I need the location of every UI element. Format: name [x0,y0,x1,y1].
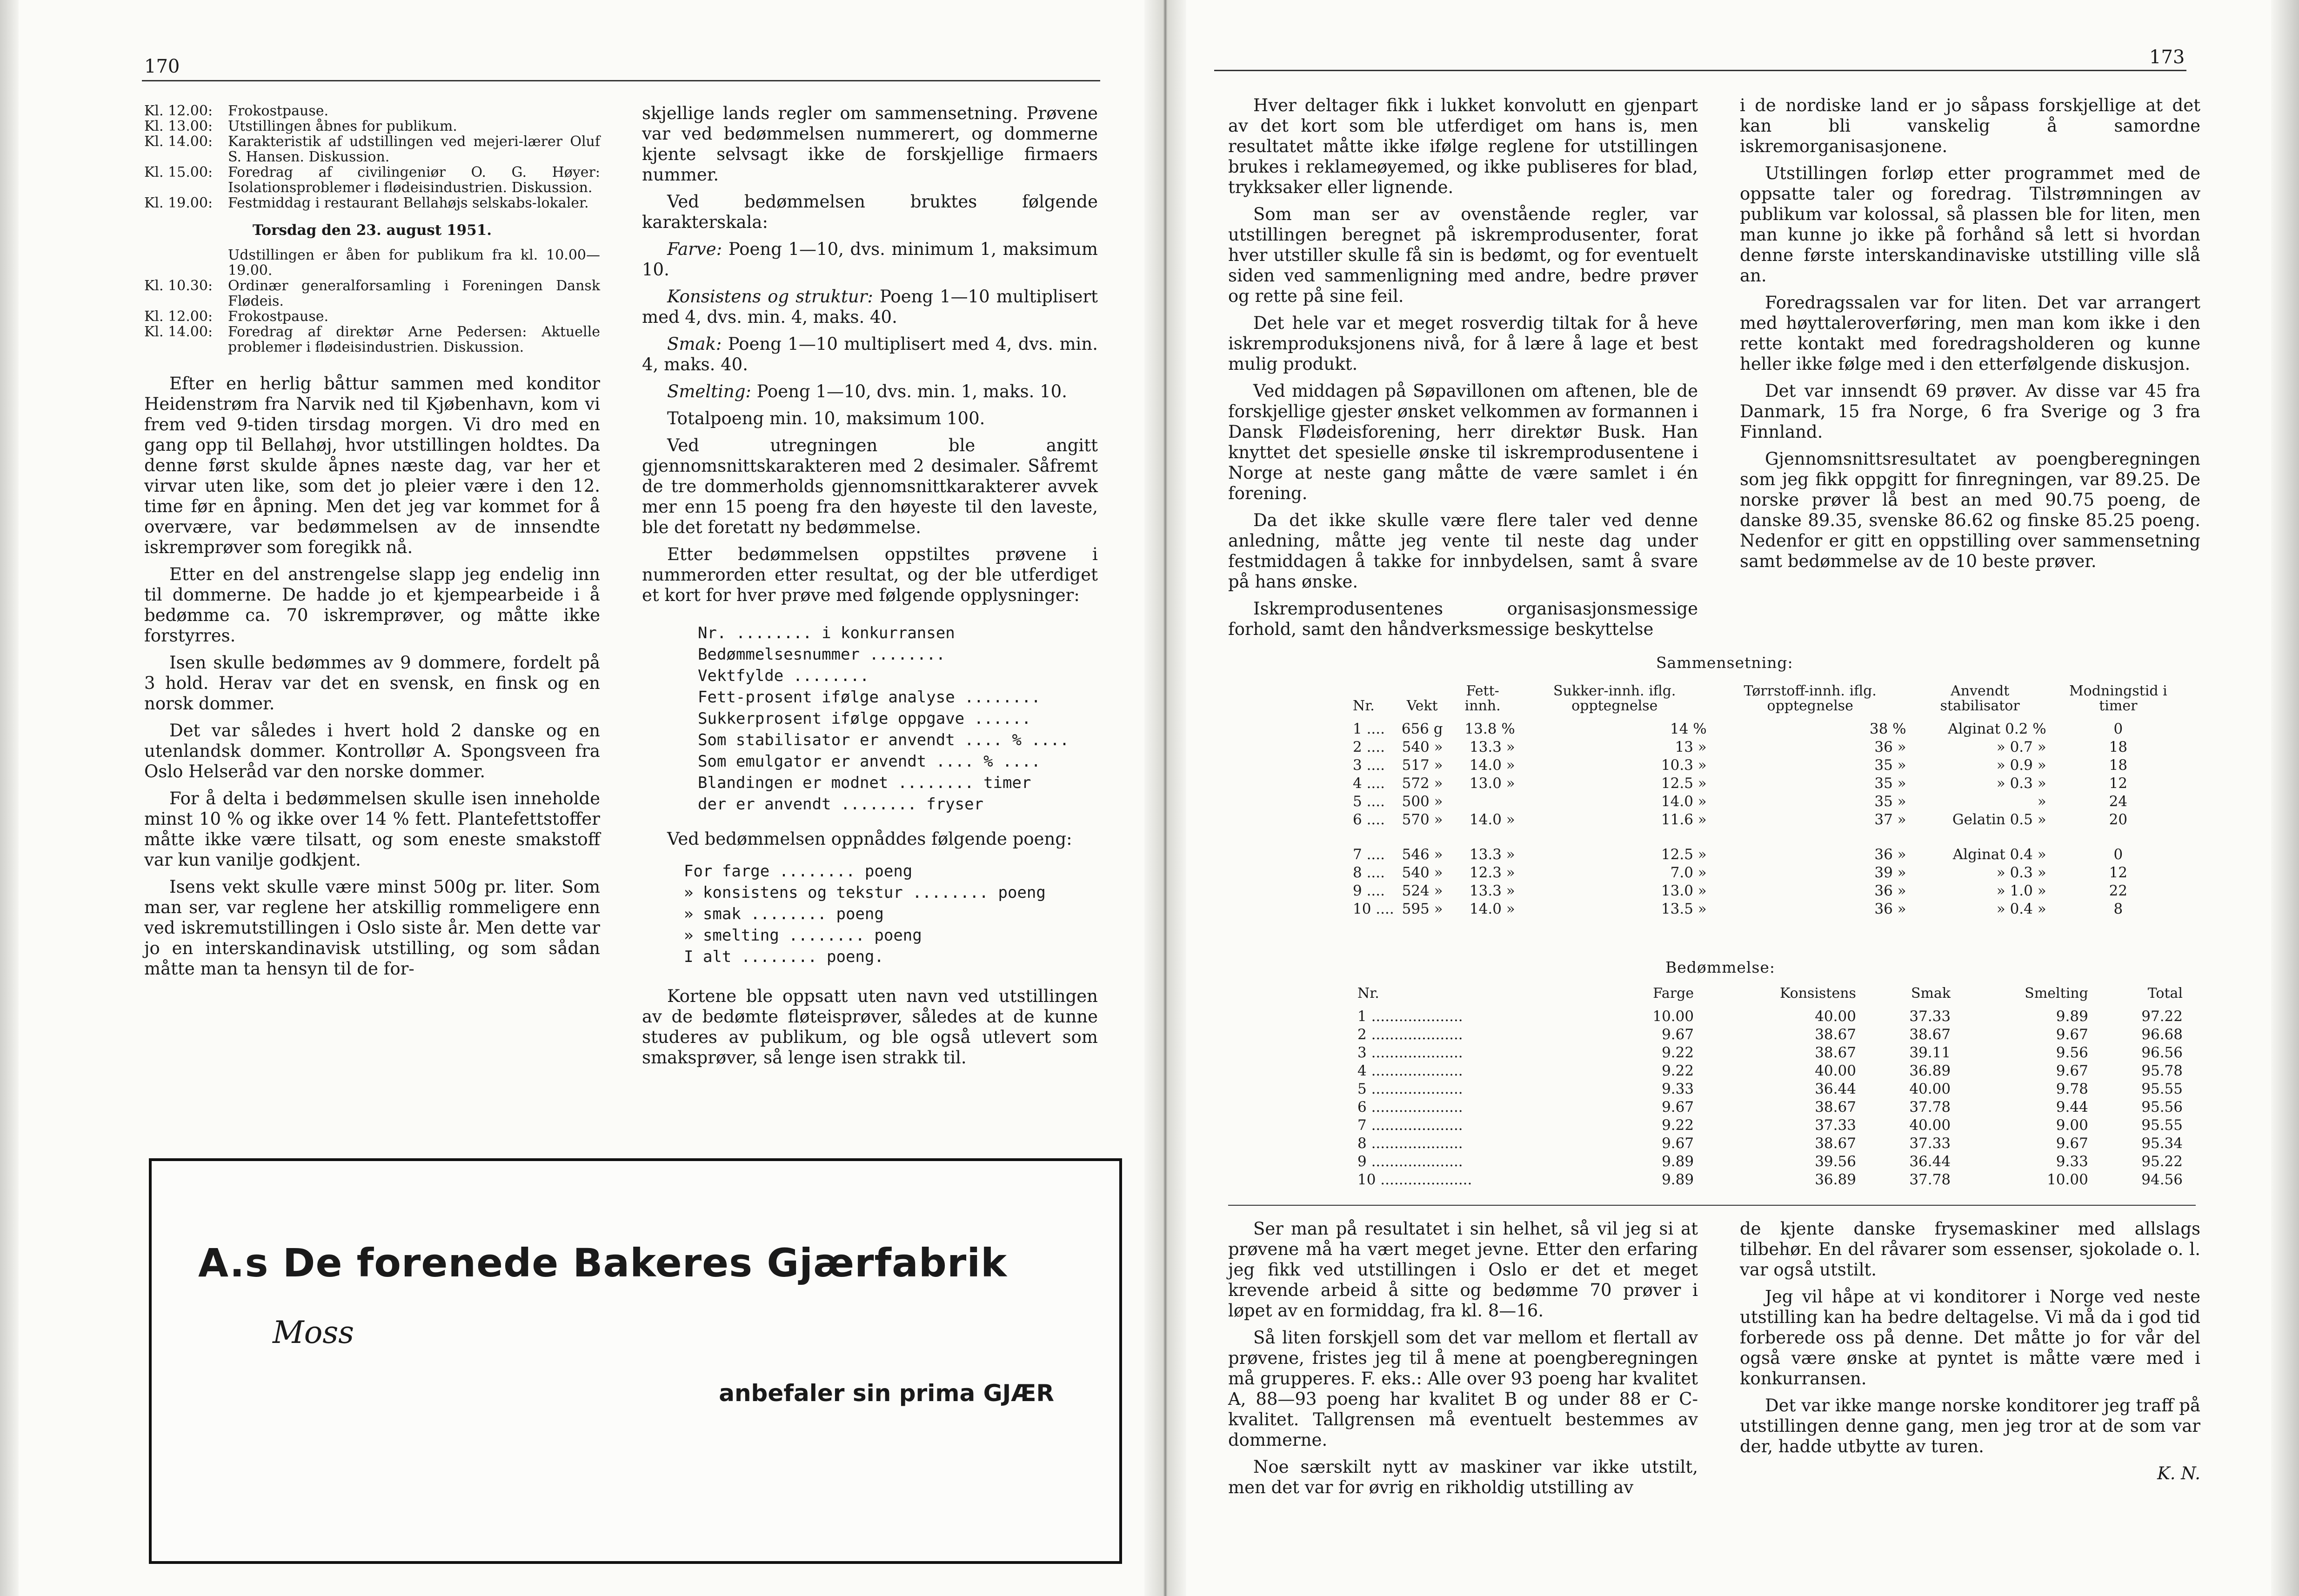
table-cell-total: 94.56 [2141,1171,2183,1188]
table-cell-total: 96.68 [2141,1026,2183,1043]
table-cell-mod: 0 [2113,846,2123,863]
judging-table [1354,986,2186,1189]
program-time: Kl. 12.00: [144,308,213,325]
table-cell-total: 97.22 [2141,1008,2183,1025]
table-cell-nr: 9 .................... [1357,1153,1463,1170]
table-cell-mod: 24 [2109,793,2128,810]
scale-text: Poeng 1—10 multiplisert med 4, dvs. min. 4, maks. 40. [642,334,1098,374]
paragraph: de kjente danske frysemaskiner med allslags tilbehør. En del råvarer som essenser, sjokolade o. l. var også utstilt. [1740,1219,2200,1280]
program-text: Frokostpause. [228,103,329,119]
table-cell-sukker: 13.0 » [1661,882,1707,899]
header-rule-right [1214,70,2186,71]
program-entry [144,324,600,355]
table-cell-farge: 9.22 [1662,1117,1694,1134]
advertisement-box [149,1158,1122,1564]
table-cell-mod: 8 [2113,901,2123,917]
paragraph: Isens vekt skulle være minst 500g pr. liter. Som man ser, var reglene her atskillig rommeligere enn ved iskremutstillingen i Oslo siste år. Men dette var jo en interskandinavisk utstilling, og som sådan måtte man ta hensyn til de for- [144,877,600,979]
table-cell-torr: 37 » [1874,811,1906,828]
scale-label: Smelting: [667,381,751,401]
table-row [1354,1008,2186,1026]
table-row [1354,1153,2186,1171]
table-cell-nr: 3 .................... [1357,1044,1463,1061]
table-row [1349,756,2186,775]
page-number-right: 173 [2149,47,2185,68]
ad-city: Moss [273,1315,354,1350]
program-entry [144,119,600,134]
judging-caption: Bedømmelse: [1665,958,1776,976]
ad-slogan: anbefaler sin prima GJÆR [719,1380,1054,1407]
table-cell-farge: 9.67 [1662,1135,1694,1152]
table-cell-total: 95.55 [2141,1117,2183,1134]
table-row [1354,1026,2186,1044]
table-cell-nr: 1 .................... [1357,1008,1463,1025]
table-cell-sukker: 12.5 » [1661,846,1707,863]
paragraph: Foredragssalen var for liten. Det var arrangert med høyttaleroverføring, men man kom ikke i den rette kontakt med foredragsholderen og kunne heller ikke følge med i den etterfølgende diskusjon. [1740,293,2200,374]
table-cell-torr: 35 » [1874,793,1906,810]
table-header-row [1349,684,2186,720]
right-bottom-column-2 [1740,1219,2200,1484]
paragraph: Hver deltager fikk i lukket konvolutt en gjenpart av det kort som ble utferdiget om hans is, men resultatet måtte ikke ifølge reglene for utstillingen brukes i reklameøyemed, og ikke publiseres for blad, trykksaker eller lignende. [1228,95,1698,197]
table-cell-nr: 10 .... [1353,901,1394,917]
score-card-template [698,622,1098,815]
program-text: Karakteristik af udstillingen ved mejeri-lærer Oluf S. Hansen. Diskussion. [228,134,600,165]
table-cell-sukker: 14 % [1670,721,1707,737]
table-cell-kons: 38.67 [1815,1135,1856,1152]
paragraph: i de nordiske land er jo såpass forskjellige at det kan bli vanskelig å samordne iskremorganisasjonene. [1740,95,2200,156]
column-header: Tørrstoff-innh. iflg. opptegnelse [1744,683,1877,714]
program-time: Kl. 14.00: [144,134,213,150]
table-cell-vekt: 500 » [1402,793,1443,810]
table-cell-total: 95.78 [2141,1062,2183,1079]
scale-entry [642,334,1098,375]
table-cell-smelt: 9.67 [2056,1135,2088,1152]
table-cell-kons: 39.56 [1815,1153,1856,1170]
table-cell-smelt: 10.00 [2047,1171,2088,1188]
paragraph: Gjennomsnittsresultatet av poengberegningen som jeg fikk oppgitt for finregningen, var 89.25. De norske prøver lå best an med 90.75 poeng, de danske 89.35, svenske 86.62 og finske 85.25 poeng. Nedenfor er gitt en oppstilling over sammensetning samt bedømmelse av de 10 beste prøver. [1740,449,2200,571]
table-cell-fett: 14.0 » [1469,811,1515,828]
table-cell-smak: 37.33 [1909,1135,1951,1152]
table-row [1349,775,2186,793]
book-gutter [1144,0,1186,1596]
table-bottom-rule [1228,1205,2196,1206]
table-cell-smak: 39.11 [1909,1044,1951,1061]
table-cell-sukker: 10.3 » [1661,757,1707,774]
table-cell-farge: 9.22 [1662,1062,1694,1079]
article-body-left-1 [144,374,600,979]
table-cell-smelt: 9.33 [2056,1153,2088,1170]
points-line: » smak ........ poeng [684,905,884,923]
paragraph: Så liten forskjell som det var mellom et flertall av prøvene, fristes jeg til å mene at poengberegningen må grupperes. F. eks.: Alle over 93 poeng har kvalitet A, 88—93 poeng har kvalitet B og under 88 er C-kvalitet. Tallgrensen må eventuelt bestemmes av dommerne. [1228,1328,1698,1450]
column-header: Nr. [1357,985,1379,1002]
paragraph: Som man ser av ovenstående regler, var utstillingen beregnet på iskremprodusenter, forat hver utstiller skulle få sin is bedømt, og for eventuelt siden ved sammenligning med andre, bedre prøver og rette på sine feil. [1228,204,1698,306]
paragraph: Etter en del anstrengelse slapp jeg endelig inn til dommerne. De hadde jo et kjempearbeide i å bedømme ca. 70 iskremprøver, og måtte ikke forstyrres. [144,564,600,646]
table-cell-nr: 4 .... [1353,775,1385,792]
table-cell-nr: 7 .... [1353,846,1385,863]
program-entry [144,278,600,309]
paragraph: Det var innsendt 69 prøver. Av disse var 45 fra Danmark, 15 fra Norge, 6 fra Sverige og 3 fra Finnland. [1740,381,2200,442]
table-row [1354,1135,2186,1153]
table-cell-fett: 13.3 » [1469,846,1515,863]
table-cell-nr: 8 .................... [1357,1135,1463,1152]
card-line: Som emulgator er anvendt .... % .... [698,752,1041,771]
card-line: Sukkerprosent ifølge oppgave ...... [698,709,1031,728]
table-cell-sukker: 11.6 » [1661,811,1707,828]
table-row [1354,1098,2186,1116]
table-cell-torr: 36 » [1874,739,1906,755]
card-line: Som stabilisator er anvendt .... % .... [698,731,1069,749]
points-line: For farge ........ poeng [684,862,913,881]
composition-caption: Sammensetning: [1656,654,1793,672]
card-line: Blandingen er modnet ........ timer [698,774,1031,792]
table-cell-fett [1447,793,1519,811]
table-cell-vekt: 572 » [1402,775,1443,792]
table-cell-stab: » 0.4 » [1996,901,2046,917]
table-cell-farge: 9.33 [1662,1081,1694,1097]
table-cell-nr: 2 .... [1353,739,1385,755]
table-row [1349,811,2186,829]
table-cell-stab: » 0.3 » [1996,775,2046,792]
table-cell-nr: 6 .................... [1357,1099,1463,1115]
table-cell-nr: 7 .................... [1357,1117,1463,1134]
table-cell-smak: 37.78 [1909,1099,1951,1115]
program-text: Foredrag af civilingeniør O. G. Høyer: Isolationsproblemer i flødeisindustrien. Diskussion. [228,164,600,196]
table-row [1354,1080,2186,1098]
table-cell-farge: 9.89 [1662,1153,1694,1170]
table-cell-total: 96.56 [2141,1044,2183,1061]
day-heading: Torsdag den 23. august 1951. [252,222,492,239]
table-cell-vekt: 524 » [1402,882,1443,899]
table-cell-kons: 38.67 [1815,1026,1856,1043]
column-header: Total [2147,985,2183,1002]
table-cell-smak: 36.89 [1909,1062,1951,1079]
table-cell-nr: 10 .................... [1357,1171,1472,1188]
paragraph: Noe særskilt nytt av maskiner var ikke utstilt, men det var for øvrig en rikholdig utstilling av [1228,1457,1698,1497]
table-cell-vekt: 540 » [1402,864,1443,881]
program-entry [144,165,600,195]
table-cell-stab: » 0.9 » [1996,757,2046,774]
table-cell-sukker: 13.5 » [1661,901,1707,917]
program-text: Festmiddag i restaurant Bellahøjs selskabs-lokaler. [228,195,589,211]
table-cell-fett: 13.0 » [1469,775,1515,792]
column-header: Fett-innh. [1464,683,1501,714]
program-time: Kl. 12.00: [144,103,213,119]
table-cell-vekt: 546 » [1402,846,1443,863]
program-entry [144,134,600,165]
table-cell-fett: 14.0 » [1469,757,1515,774]
column-header: Smelting [2025,985,2088,1002]
column-header: Nr. [1353,698,1375,714]
points-intro: Ved bedømmelsen oppnåddes følgende poeng: [667,829,1072,849]
table-cell-fett: 14.0 » [1469,901,1515,917]
table-cell-farge: 10.00 [1652,1008,1694,1025]
table-cell-farge: 9.67 [1662,1099,1694,1115]
ad-company-name: A.s De forenede Bakeres Gjærfabrik [198,1240,1007,1286]
left-page-column-2 [642,103,1098,1075]
table-cell-stab: Alginat 0.2 % [1948,721,2046,737]
table-cell-nr: 2 .................... [1357,1026,1463,1043]
table-cell-sukker: 14.0 » [1661,793,1707,810]
table-cell-total: 95.56 [2141,1099,2183,1115]
table-row [1354,1116,2186,1135]
right-page-column-1 [1228,95,1698,646]
program-time: Kl. 10.30: [144,278,213,294]
table-cell-mod: 12 [2109,775,2128,792]
table-row [1349,829,2186,864]
program-time: Kl. 15.00: [144,164,213,180]
table-cell-smak: 40.00 [1909,1117,1951,1134]
table-cell-kons: 37.33 [1815,1117,1856,1134]
table-cell-total: 95.34 [2141,1135,2183,1152]
table-row [1349,738,2186,756]
author-signature: K. N. [2157,1463,2200,1483]
program-text: Frokostpause. [228,308,329,325]
scale-text: Poeng 1—10, dvs. min. 1, maks. 10. [756,381,1067,401]
table-cell-stab: » 1.0 » [1996,882,2046,899]
program-list-1 [144,103,600,355]
table-cell-total: 95.22 [2141,1153,2183,1170]
table-cell-farge: 9.67 [1662,1026,1694,1043]
table-cell-nr: 8 .... [1353,864,1385,881]
composition-table [1349,684,2186,918]
column-header: Smak [1911,985,1951,1002]
paragraph: skjellige lands regler om sammensetning. Prøvene var ved bedømmelsen nummerert, og dommerne kjente selvsagt ikke de forskjellige firmaers nummer. [642,103,1098,185]
paragraph: Jeg vil håpe at vi konditorer i Norge ved neste utstilling kan ha bedre deltagelse. Vi må da i god tid forberede oss på denne. Det måtte jo for vår del også være ønske at pyntet is måtte være med i konkurransen. [1740,1287,2200,1389]
paragraph: Det hele var et meget rosverdig tiltak for å heve iskremproduksjonens nivå, for å lære å lage et best mulig produkt. [1228,313,1698,374]
table-cell-kons: 36.44 [1815,1081,1856,1097]
table-cell-torr: 38 % [1869,721,1906,737]
paragraph: Ser man på resultatet i sin helhet, så vil jeg si at prøvene må ha vært meget jevne. Etter den erfaring jeg fikk ved utstillingen i Oslo er det et meget krevende arbeid å sitte og bedømme 70 prøver i løpet av en formiddag, fra kl. 8—16. [1228,1219,1698,1321]
program-entry [144,309,600,324]
table-cell-nr: 6 .... [1353,811,1385,828]
table-cell-smelt: 9.89 [2056,1008,2088,1025]
table-cell-smelt: 9.67 [2056,1026,2088,1043]
column-header: Konsistens [1780,985,1856,1002]
table-cell-smelt: 9.56 [2056,1044,2088,1061]
paragraph: Ved bedømmelsen bruktes følgende karakterskala: [642,192,1098,232]
table-cell-kons: 40.00 [1815,1062,1856,1079]
scale-entry [642,287,1098,327]
scale-entry [642,239,1098,280]
table-cell-mod: 20 [2109,811,2128,828]
program-intro: Udstillingen er åben for publikum fra kl. 10.00—19.00. [228,247,600,279]
table-cell-smak: 40.00 [1909,1081,1951,1097]
table-cell-smelt: 9.78 [2056,1081,2088,1097]
table-cell-fett: 13.3 » [1469,882,1515,899]
table-cell-mod: 18 [2109,757,2128,774]
table-cell-stab: » 0.7 » [1996,739,2046,755]
table-cell-stab: » 0.3 » [1996,864,2046,881]
program-time: Kl. 13.00: [144,118,213,134]
program-time: Kl. 19.00: [144,195,213,211]
right-page-column-2 [1740,95,2200,578]
table-cell-mod: 18 [2109,739,2128,755]
paragraph: Kortene ble oppsatt uten navn ved utstillingen av de bedømte fløteisprøver, således at de kunne studeres av publikum, og ble også utlevert som smaksprøver, så lenge isen strakk til. [642,986,1098,1068]
table-cell-mod: 0 [2113,721,2123,737]
table-cell-smelt: 9.67 [2056,1062,2088,1079]
table-cell-kons: 36.89 [1815,1171,1856,1188]
table-cell-nr: 5 .... [1353,793,1385,810]
paragraph: Det var ikke mange norske konditorer jeg traff på utstillingen denne gang, men jeg tror at de som var der, hadde utbytte av turen. [1740,1396,2200,1456]
table-cell-nr: 3 .... [1353,757,1385,774]
paragraph: Iskremprodusentenes organisasjonsmessige forhold, samt den håndverksmessige beskyttelse [1228,599,1698,639]
table-cell-nr: 1 .... [1353,721,1385,737]
table-cell-vekt: 595 » [1402,901,1443,917]
program-text: Utstillingen åbnes for publikum. [228,118,457,134]
table-cell-farge: 9.22 [1662,1044,1694,1061]
total-line: Totalpoeng min. 10, maksimum 100. [667,408,985,428]
right-bottom-column-1 [1228,1219,1698,1504]
paragraph: Det var således i hvert hold 2 danske og en utenlandsk dommer. Kontrollør A. Spongsveen fra Oslo Helseråd var den norske dommer. [144,721,600,781]
table-cell-stab: Gelatin 0.5 » [1952,811,2046,828]
program-text: Ordinær generalforsamling i Foreningen Dansk Flødeis. [228,278,600,309]
paragraph: Efter en herlig båttur sammen med konditor Heidenstrøm fra Narvik ned til Kjøbenhavn, kom vi frem ved 9-tiden tirsdag morgen. Vi dro med en gang opp til Bellahøj, hvor utstillingen holdtes. Da denne først skulde åpnes næste dag, var her et virvar uten like, som det jo pleier være i den 12. time før en åpning. Men det jeg var kommet for å overvære, var bedømmelsen av de innsendte iskremprøver som foregikk nå. [144,374,600,557]
table-cell-smak: 38.67 [1909,1026,1951,1043]
table-cell-sukker: 13 » [1675,739,1707,755]
program-entry [144,195,600,211]
paragraph: Ved utregningen ble angitt gjennomsnittskarakteren med 2 desimaler. Såfremt de tre dommerholds gjennomsnittkarakterer avvek mer enn 15 poeng fra den høyeste til den laveste, ble det foretatt ny bedømmelse. [642,435,1098,537]
column-header: Vekt [1406,698,1438,714]
table-cell-farge: 9.89 [1662,1171,1694,1188]
paragraph: For å delta i bedømmelsen skulle isen inneholde minst 10 % og ikke over 14 % fett. Plantefettstoffer måtte ikke være tilsatt, og som eneste smakstoff var kun vanilje godkjent. [144,788,600,870]
table-cell-fett: 13.3 » [1469,739,1515,755]
table-cell-vekt: 570 » [1402,811,1443,828]
column-header: Anvendt stabilisator [1940,683,2020,714]
scale-label: Farve: [667,239,722,259]
table-cell-total: 95.55 [2141,1081,2183,1097]
scale-text: Poeng 1—10 multiplisert med 4, dvs. min. 4, maks. 40. [642,287,1098,327]
table-row [1354,1044,2186,1062]
column-header: Farge [1653,985,1694,1002]
table-cell-smak: 37.78 [1909,1171,1951,1188]
card-line: Fett-prosent ifølge analyse ........ [698,688,1041,707]
header-rule-left [142,80,1100,81]
card-line: Vektfylde ........ [698,667,869,685]
table-cell-smelt: 9.44 [2056,1099,2088,1115]
table-row [1349,882,2186,900]
table-cell-nr: 5 .................... [1357,1081,1463,1097]
column-header: Modningstid i timer [2069,683,2167,714]
table-row [1349,793,2186,811]
table-cell-vekt: 540 » [1402,739,1443,755]
table-row [1349,720,2186,738]
paragraph: Ved middagen på Søpavillonen om aftenen, ble de forskjellige gjester ønsket velkommen av formannen i Dansk Flødeisforening, herr direktør Busk. Han knyttet det spesielle ønske til iskremprodusentene i Norge at neste gang måtte de være samlet i én forening. [1228,381,1698,503]
table-cell-smak: 36.44 [1909,1153,1951,1170]
card-line: der er anvendt ........ fryser [698,795,984,814]
table-cell-stab: Alginat 0.4 » [1952,846,2046,863]
table-cell-smelt: 9.00 [2056,1117,2088,1134]
program-entry [144,103,600,119]
table-cell-kons: 38.67 [1815,1099,1856,1115]
paragraph: Utstillingen forløp etter programmet med de oppsatte taler og foredrag. Tilstrømningen av publikum var kolossal, så plassen ble for liten, men man kunne jo ikke på forhånd så lett si hvordan denne første interskandinaviske utstilling ville slå an. [1740,163,2200,286]
table-cell-fett: 13.8 % [1464,721,1515,737]
table-row [1349,864,2186,882]
table-cell-vekt: 656 g [1401,721,1443,737]
table-cell-torr: 39 » [1874,864,1906,881]
points-line: » konsistens og tekstur ........ poeng [684,883,1046,902]
scale-label: Smak: [667,334,722,354]
paragraph: Isen skulle bedømmes av 9 dommere, fordelt på 3 hold. Herav var det en svensk, en finsk og en norsk dommer. [144,653,600,714]
table-cell-torr: 35 » [1874,757,1906,774]
table-cell-sukker: 7.0 » [1670,864,1707,881]
table-cell-torr: 36 » [1874,901,1906,917]
table-cell-sukker: 12.5 » [1661,775,1707,792]
program-text: Foredrag af direktør Arne Pedersen: Aktuelle problemer i flødeisindustrien. Diskussion. [228,324,600,355]
table-cell-kons: 40.00 [1815,1008,1856,1025]
table-cell-torr: 36 » [1874,846,1906,863]
paragraph: Da det ikke skulle være flere taler ved denne anledning, måtte jeg vente til neste dag under festmiddagen å takke for innbydelsen, samt å svare på hans ønske. [1228,510,1698,592]
card-line: Bedømmelsesnummer ........ [698,645,946,664]
points-line: I alt ........ poeng. [684,948,884,966]
grading-scale [642,239,1098,429]
table-cell-smak: 37.33 [1909,1008,1951,1025]
table-cell-nr: 9 .... [1353,882,1385,899]
points-list [684,861,1098,968]
scale-text: Poeng 1—10, dvs. minimum 1, maksimum 10. [642,239,1098,280]
table-row [1354,1171,2186,1189]
table-cell-nr: 4 .................... [1357,1062,1463,1079]
table-row [1349,900,2186,918]
card-line: Nr. ........ i konkurransen [698,624,955,642]
left-page-column-1 [144,103,600,986]
scale-entry [642,381,1098,402]
page-edge-right [2271,0,2299,1596]
table-cell-mod: 12 [2109,864,2128,881]
table-cell-vekt: 517 » [1402,757,1443,774]
table-header-row [1354,986,2186,1008]
page-number-left: 170 [144,56,180,77]
table-cell-mod: 22 [2109,882,2128,899]
paragraph: Etter bedømmelsen oppstiltes prøvene i nummerorden etter resultat, og der ble utferdiget et kort for hver prøve med følgende opplysninger: [642,544,1098,605]
points-line: » smelting ........ poeng [684,926,922,945]
table-cell-torr: 36 » [1874,882,1906,899]
page-edge-left [0,0,19,1596]
table-cell-fett: 12.3 » [1469,864,1515,881]
column-header: Sukker-innh. iflg. opptegnelse [1553,683,1676,714]
scale-label: Konsistens og struktur: [667,287,873,307]
program-time: Kl. 14.00: [144,324,213,340]
table-cell-kons: 38.67 [1815,1044,1856,1061]
table-row [1354,1062,2186,1080]
table-cell-torr: 35 » [1874,775,1906,792]
table-cell-stab: » [2037,793,2046,810]
